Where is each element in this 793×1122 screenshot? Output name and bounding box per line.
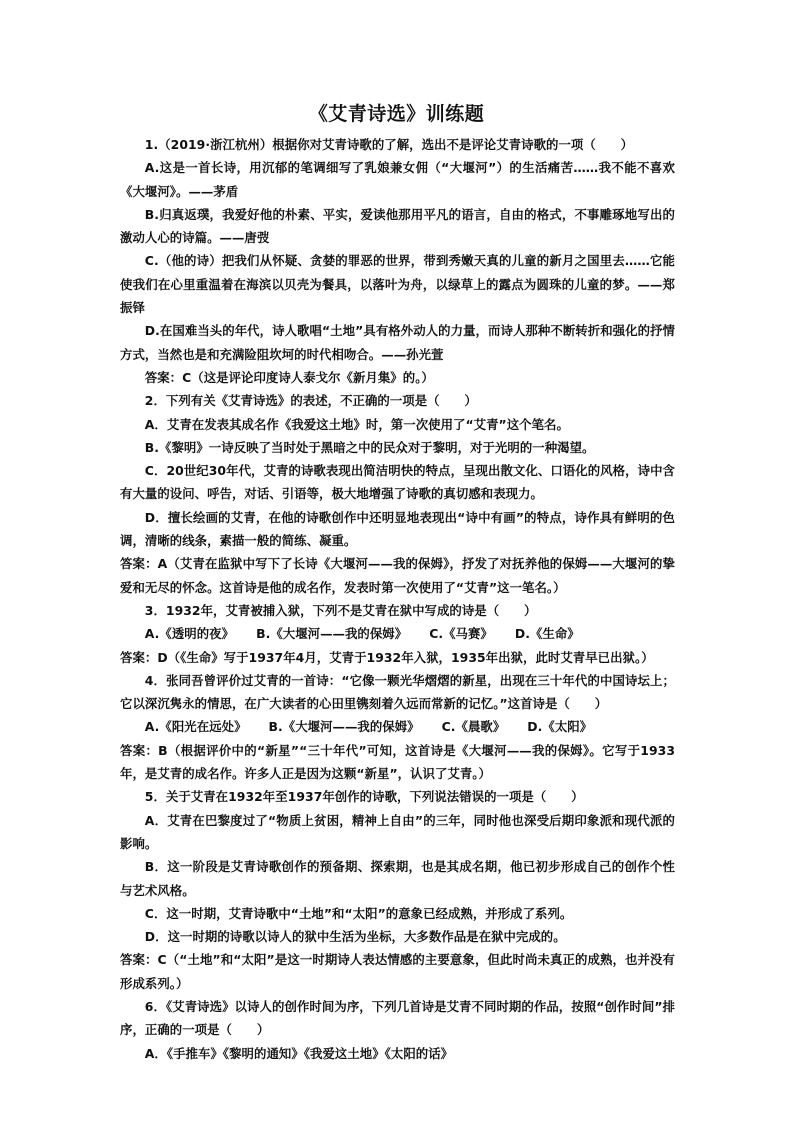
question-3-stem: 3．1932年，艾青被捕入狱，下列不是艾青在狱中写成的诗是（ ） [144,602,537,618]
question-5-option-b: B．这一阶段是艾青诗歌创作的预备期、探索期，也是其成名期，他已初步形成自己的创作个性与艺术风格。 [120,859,675,898]
question-1-answer: 答案：C（这是评论印度诗人泰戈尔《新月集》的。） [144,369,434,385]
question-4-option-b: B.《大堰河——我的保姆》 [268,719,420,735]
question-2-answer: 答案：A（艾青在监狱中写下了长诗《大堰河——我的保姆》，抒发了对抚养他的保姆——大堰河的挚爱和无尽的怀念。这首诗是他的成名作，发表时第一次使用了“艾青”这一笔名。） [120,556,675,595]
question-4-answer: 答案：B（根据评价中的“新星”“三十年代”可知，这首诗是《大堰河——我的保姆》。它写于1933年，是艾青的成名作。许多人正是因为这颗“新星”，认识了艾青。） [120,742,675,782]
page-title: 《艾青诗选》训练题 [308,103,485,125]
question-4-option-a: A.《阳光在远处》 [144,719,247,735]
question-6-stem: 6．《艾青诗选》以诗人的创作时间为序，下列几首诗是艾青不同时期的作品，按照“创作时间”排序，正确的一项是（ ） [120,998,675,1038]
question-4-option-d: D.《太阳》 [527,719,593,735]
question-5-option-c: C．这一时期，艾青诗歌中“土地”和“太阳”的意象已经成熟，并形成了系列。 [144,905,573,921]
question-3-answer: 答案：D（《生命》写于1937年4月，艾青于1932年入狱，1935年出狱，此时艾青早已出狱。） [120,649,654,665]
question-3-option-b: B.《大堰河——我的保姆》 [256,626,408,642]
question-2-option-b: B.《黎明》一诗反映了当时处于黑暗之中的民众对于黎明，对于光明的一种渴望。 [144,439,595,455]
question-2-stem: 2．下列有关《艾青诗选》的表述，不正确的一项是（ ） [144,393,477,409]
question-3-option-d: D.《生命》 [514,626,580,642]
question-5-stem: 5．关于艾青在1932年至1937年创作的诗歌，下列说法错误的一项是（ ） [144,789,584,805]
question-1-option-a: A.这是一首长诗，用沉郁的笔调细写了乳娘兼女佣（“大堰河”）的生活痛苦……我不能不喜欢《大堰河》。——茅盾 [120,160,675,199]
document-body [120,133,675,1065]
question-2-option-c: C．20世纪30年代，艾青的诗歌表现出简洁明快的特点，呈现出散文化、口语化的风格，诗中含有大量的设问、呼告，对话、引语等，极大地增强了诗歌的真切感和表现力。 [120,463,675,502]
question-4-stem: 4．张同吾曾评价过艾青的一首诗：“它像一颗光华熠熠的新星，出现在三十年代的中国诗坛上；它以深沉隽永的情思，在广大读者的心田里镌刻着久远而常新的记忆。”这首诗是（ ） [120,672,675,712]
question-1-option-c: C.（他的诗）把我们从怀疑、贪婪的罪恶的世界，带到秀嫩天真的儿童的新月之国里去……它能使我们在心里重温着在海滨以贝壳为餐具，以落叶为舟，以绿草上的露点为圆珠的儿童的梦。——郑振铎 [120,253,675,316]
question-3-option-c: C.《马赛》 [429,626,493,642]
question-4-option-c: C.《晨歌》 [441,719,506,735]
question-3-option-a: A.《透明的夜》 [144,626,235,642]
question-2-option-a: A．艾青在发表其成名作《我爱这土地》时，第一次使用了“艾青”这个笔名。 [144,416,569,432]
question-1-option-d: D.在国难当头的年代，诗人歌唱“土地”具有格外动人的力量，而诗人那种不断转折和强化的抒情方式，当然也是和充满险阻坎坷的时代相吻合。——孙光萱 [120,323,675,362]
question-3-options [120,622,675,645]
question-4-options [120,715,675,738]
question-5-option-d: D．这一时期的诗歌以诗人的狱中生活为坐标，大多数作品是在狱中完成的。 [144,929,566,945]
question-2-option-d: D．擅长绘画的艾青，在他的诗歌创作中还明显地表现出“诗中有画”的特点，诗作具有鲜明的色调，清晰的线条，素描一般的简练、凝重。 [120,509,675,549]
question-1-stem: 1.（2019·浙江杭州）根据你对艾青诗歌的了解，选出不是评论艾青诗歌的一项（ ） [144,137,634,152]
question-1-option-b: B.归真返璞，我爱好他的朴素、平实，爱读他那用平凡的语言，自由的格式，不事雕琢地写出的激动人心的诗篇。——唐弢 [120,206,675,246]
question-6-option-a: A．《手推车》《黎明的通知》《我爱这土地》《太阳的话》 [144,1045,454,1061]
question-5-option-a: A．艾青在巴黎度过了“物质上贫困，精神上自由”的三年，同时他也深受后期印象派和现代派的影响。 [120,812,675,851]
question-5-answer: 答案：C（“土地”和“太阳”是这一时期诗人表达情感的主要意象，但此时尚未真正的成熟，也并没有形成系列。） [120,952,675,991]
